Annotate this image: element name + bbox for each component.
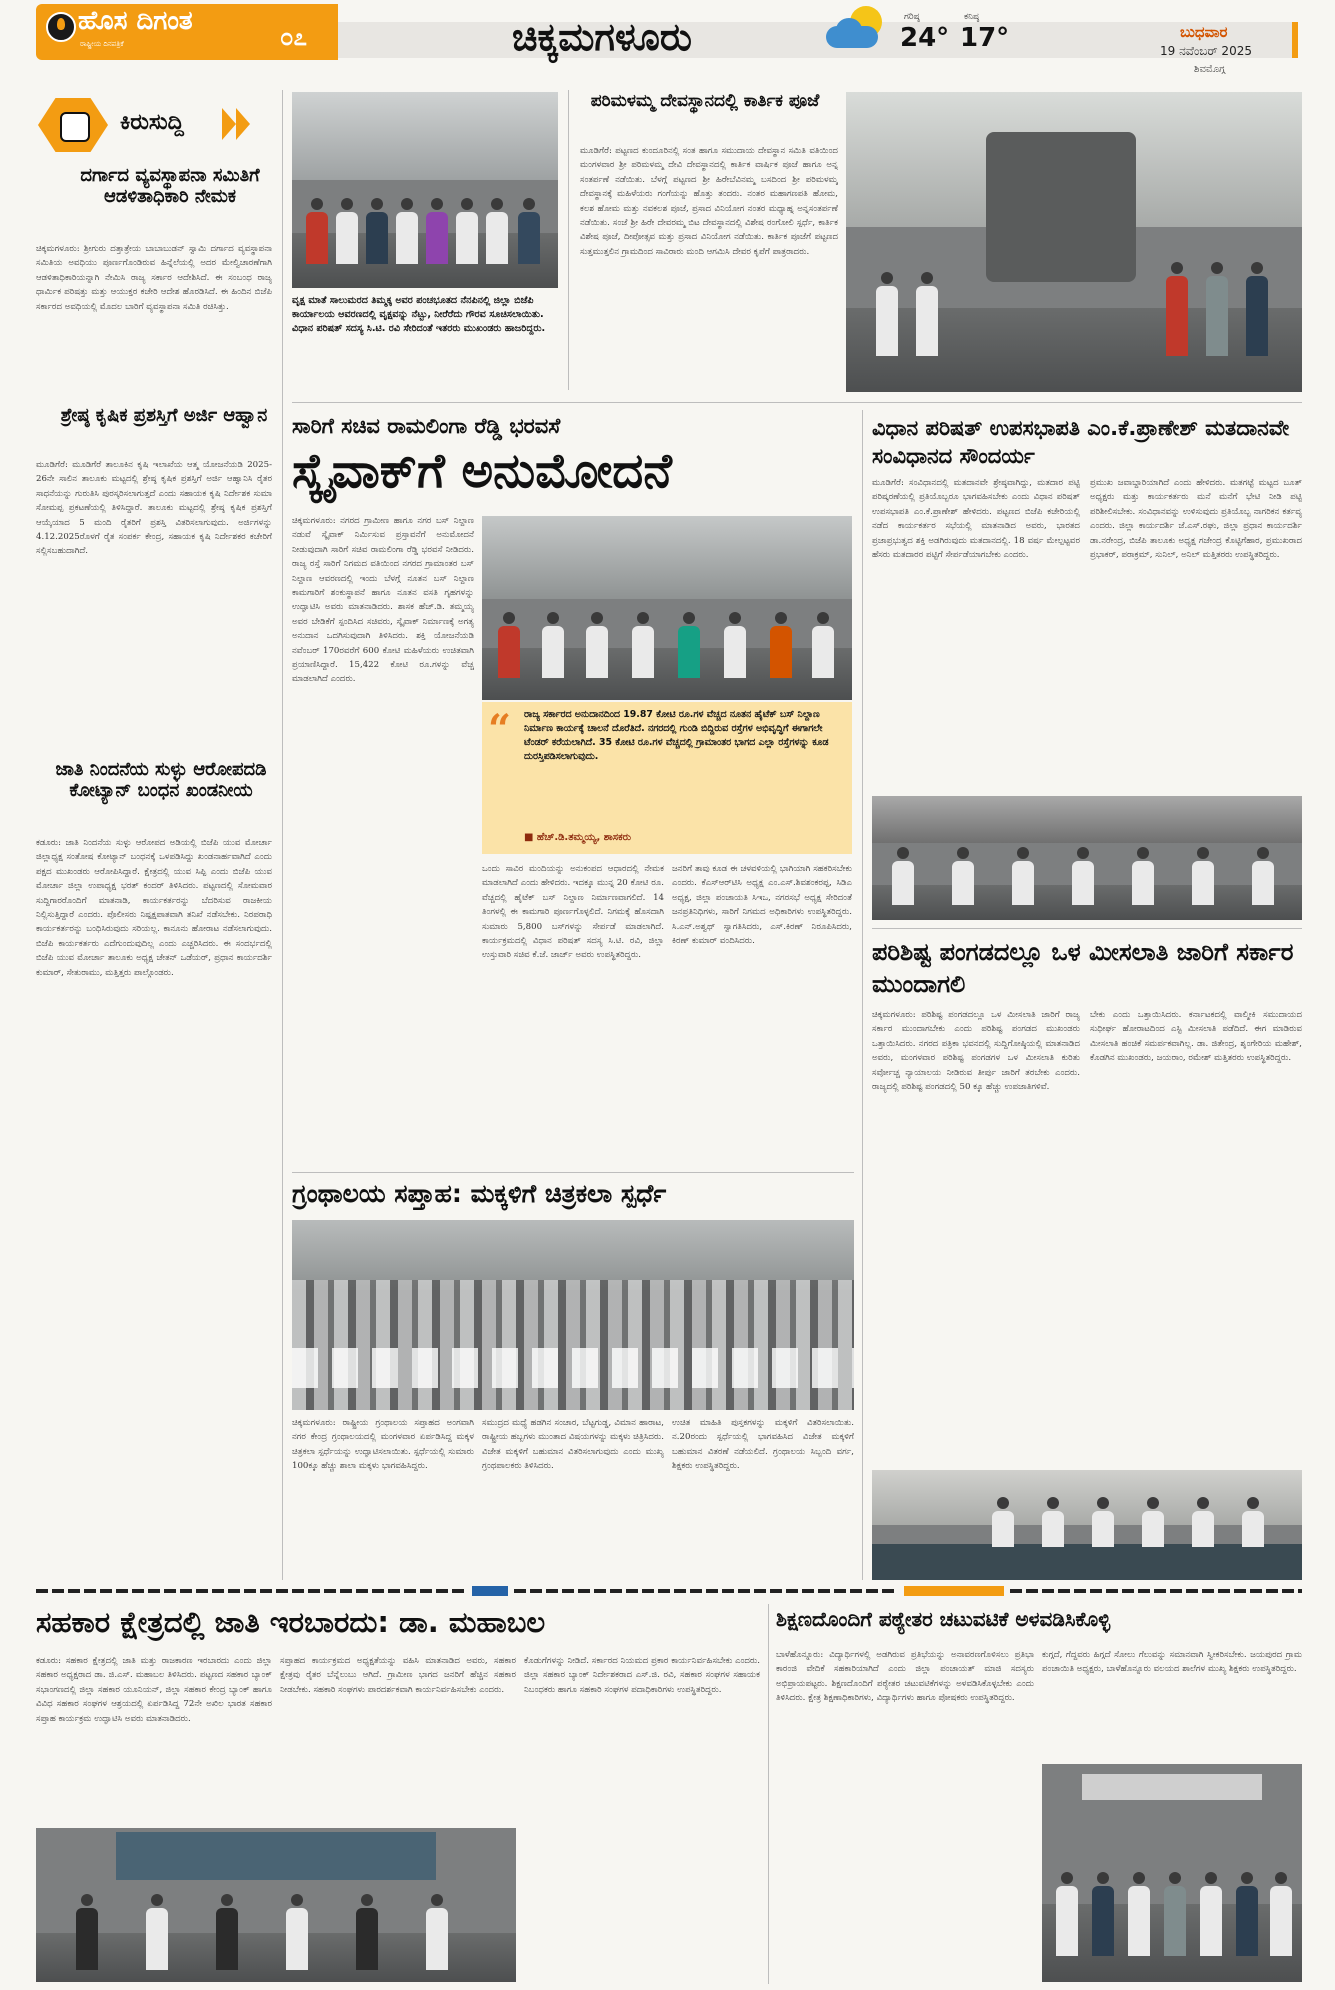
brand-tagline: ರಾಷ್ಟ್ರೀಯ ದಿನಪತ್ರಿಕೆ xyxy=(80,40,124,48)
library-body-2: ಸಮುದ್ರದ ಮಧ್ಯೆ ಹಡಗಿನ ಸಂಚಾರ, ಬೆಟ್ಟಗುಡ್ಡ, ವಿಮಾನ ಹಾರಾಟ, ರಾಷ್ಟ್ರೀಯ ಹಬ್ಬಗಳು ಮುಂತಾದ ವಿಷಯಗಳನ್ನು ಮಕ್ಕಳು ಚಿತ್ರಿಸಿದರು. ವಿಜೇತ ಮಕ್ಕಳಿಗೆ ಬಹುಮಾನ ವಿತರಿಸಲಾಗುವುದು ಎಂದು ಮುಖ್ಯ ಗ್ರಂಥಪಾಲಕರು ತಿಳಿಸಿದರು. xyxy=(482,1418,664,1472)
brand-name: ಹೊಸ ದಿಗಂತ xyxy=(78,6,193,36)
coop-body-1: ಕಡೂರು: ಸಹಕಾರ ಕ್ಷೇತ್ರದಲ್ಲಿ ಜಾತಿ ಮತ್ತು ರಾಜಕಾರಣ ಇರಬಾರದು ಎಂದು ಜಿಲ್ಲಾ ಸಹಕಾರ ಅಧ್ಯಕ್ಷರಾದ ಡಾ. ಜಿ.ಎಸ್. ಮಹಾಬಲ ತಿಳಿಸಿದರು. ಪಟ್ಟಣದ ಸಹಕಾರ ಬ್ಯಾಂಕ್ ಸಭಾಂಗಣದಲ್ಲಿ ಜಿಲ್ಲಾ ಸಹಕಾರ ಯೂನಿಯನ್, ಜಿಲ್ಲಾ ಸಹಕಾರ ಕೇಂದ್ರ ಬ್ಯಾಂಕ್ ಹಾಗೂ ವಿವಿಧ ಸಹಕಾರ ಸಂಘಗಳ ಆಶ್ರಯದಲ್ಲಿ ಏರ್ಪಡಿಸಿದ್ದ 72ನೇ ಅಖಿಲ ಭಾರತ ಸಹಕಾರ ಸಪ್ತಾಹ ಕಾರ್ಯಕ್ರಮ ಉದ್ಘಾಟಿಸಿ ಅವರು ಮಾತನಾಡಿದರು. xyxy=(36,1656,272,1724)
skywalk-inauguration-photo xyxy=(482,516,852,700)
quote-mark-icon: “ xyxy=(488,706,512,753)
bottom-separator xyxy=(36,1586,1302,1596)
pooja-headline: ಪರಿಮಳಮ್ಮ ದೇವಸ್ಥಾನದಲ್ಲಿ ಕಾರ್ತಿಕ ಪೂಜೆ xyxy=(590,91,820,111)
pooja-body: ಮೂಡಿಗೆರೆ: ಪಟ್ಟಣದ ಕುಂದೂರಿನಲ್ಲಿ ಸಂತ ಹಾಗೂ ಸಮುದಾಯ ದೇವಸ್ಥಾನ ಸಮಿತಿ ವತಿಯಿಂದ ಮಂಗಳವಾರ ಶ್ರೀ ಪರಿಮಳಮ್ಮ ದೇವಿ ದೇವಸ್ಥಾನದಲ್ಲಿ ಕಾರ್ತಿಕ ವಾರ್ಷಿಕ ಪೂಜೆ ಹಾಗೂ ಅನ್ನ ಸಂತರ್ಪಣೆ ನಡೆಯಿತು. ಬೆಳಗ್ಗೆ ಪಟ್ಟಣದ ಶ್ರೀ ಹಿರೇಬೆವಿನಮ್ಮ ಬಸದಿಂದ ಶ್ರೀ ಪರಿಮಳಮ್ಮ ದೇವಸ್ಥಾನಕ್ಕೆ ಮಹಿಳೆಯರು ಗಂಗೆಯನ್ನು ಹೊತ್ತು ತಂದರು. ನಂತರ ಮಹಾಗಣಪತಿ ಹೋಮ, ಕಲಶ ಹೋಮ ಮತ್ತು ನವಕಲಶ ಪೂಜೆ, ಪ್ರಸಾದ ವಿನಿಯೋಗ ನಂತರ ಮಧ್ಯಾಹ್ನ ಅನ್ನಸಂತರ್ಪಣೆ ನಡೆಯಿತು. ಸಂಜೆ ಶ್ರೀ ಹಿರೇ ದೇವರಮ್ಮ ಬಿಟ ದೇವಸ್ಥಾನದಲ್ಲಿ ವಿಶೇಷ ರಂಗೋಲಿ ಸ್ಪರ್ಧೆ, ಕಾರ್ತಿಕ ವಿಶೇಷ ಪೂಜೆ, ದೀಪೋತ್ಸವ ಮತ್ತು ಪ್ರಸಾದ ವಿನಿಯೋಗ ನಡೆಯಿತು. ಕಾರ್ತಿಕ ಪೂಜೆಗೆ ಪಟ್ಟಣದ ಸುತ್ತಮುತ್ತಲಿನ ಗ್ರಾಮದಿಂದ ಸಾವಿರಾರು ಮಂದಿ ಆಗಮಿಸಿ ದೇವರ ಕೃಪೆಗೆ ಪಾತ್ರರಾದರು. xyxy=(580,146,838,257)
lamp-logo-icon xyxy=(46,12,76,42)
weather-cloud-icon xyxy=(822,6,888,56)
education-headline: ಶಿಕ್ಷಣದೊಂದಿಗೆ ಪಠ್ಯೇತರ ಚಟುವಟಿಕೆ ಅಳವಡಿಸಿಕೊಳ್ಳಿ xyxy=(776,1607,1111,1631)
coop-headline: ಸಹಕಾರ ಕ್ಷೇತ್ರದಲ್ಲಿ ಜಾತಿ ಇರಬಾರದು: ಡಾ. ಮಹಾಬಲ xyxy=(36,1605,546,1639)
kirusuddi-label: ಕಿರುಸುದ್ದಿ xyxy=(120,110,184,135)
left-body-3: ಕಡೂರು: ಜಾತಿ ನಿಂದನೆಯ ಸುಳ್ಳು ಆರೋಪದ ಅಡಿಯಲ್ಲಿ ಬಿಜೆಪಿ ಯುವ ಮೋರ್ಚಾ ಜಿಲ್ಲಾಧ್ಯಕ್ಷ ಸಂತೋಷ ಕೋಟ್ಯಾನ್ ಬಂಧನಕ್ಕೆ ಒಳಪಡಿಸಿದ್ದು ಖಂಡನಾರ್ಹವಾಗಿದೆ ಎಂದು ಪಕ್ಷದ ಮುಖಂಡರು ಆರೋಪಿಸಿದ್ದಾರೆ. ಕ್ಷೇತ್ರದಲ್ಲಿ ಯುವ ಸಿಪ್ಪಿ ಎಂದು ಬಿಜೆಪಿ ಯುವ ಮೋರ್ಚಾ ಜಿಲ್ಲಾ ಉಪಾಧ್ಯಕ್ಷ ಭರತ್ ಕಂದರ್ ತಿಳಿಸಿದರು. ಪಟ್ಟಣದಲ್ಲಿ ಸೋಮವಾರ ಸುದ್ದಿಗಾರರೊಂದಿಗೆ ಮಾತನಾಡಿ, ಕಾರ್ಯಕರ್ತರನ್ನು ಬೆದರಿಸುವ ರಾಜಕೀಯ ನಿಲ್ಲಿಸುತ್ತಿದ್ದಾರೆ ಎಂದರು. ಪೊಲೀಸರು ನಿಷ್ಪಕ್ಷಪಾತವಾಗಿ ತನಿಖೆ ನಡೆಸಬೇಕು. ನಿರಪರಾಧಿ ಕಾರ್ಯಕರ್ತರನ್ನು ಬಂಧಿಸಿರುವುದು ಸರಿಯಲ್ಲ. ಕಾನೂನು ಹೋರಾಟ ನಡೆಸಲಾಗುವುದು. ಬಿಜೆಪಿ ಕಾರ್ಯಕರ್ತರು ಎದೆಗುಂದುವುದಿಲ್ಲ ಎಂದು ಎಚ್ಚರಿಸಿದರು. ಈ ಸಂದರ್ಭದಲ್ಲಿ ಬಿಜೆಪಿ ಯುವ ಮೋರ್ಚಾ ತಾಲೂಕು ಅಧ್ಯಕ್ಷ ಚೇತನ್ ಒಡೆಯರ್, ಪ್ರಧಾನ ಕಾರ್ಯದರ್ಶಿ ಕುಮಾರ್, ಸೇತುರಾಮು, ಮತ್ತಿತ್ತರು ಪಾಲ್ಗೊಂಡರು. xyxy=(36,838,272,978)
brand-block xyxy=(36,4,338,60)
left-headline-2: ಶ್ರೇಷ್ಠ ಕೃಷಿಕ ಪ್ರಶಸ್ತಿಗೆ ಅರ್ಜಿ ಆಹ್ವಾನ xyxy=(60,405,268,426)
page-number: ೦೭ xyxy=(280,23,307,51)
chevrons-icon xyxy=(222,108,256,140)
quote-box xyxy=(482,702,852,854)
library-body-3: ಉಚಿತ ಮಾಹಿತಿ ಪುಸ್ತಕಗಳನ್ನು ಮಕ್ಕಳಿಗೆ ವಿತರಿಸಲಾಯಿತು. ನ.20ರಂದು ಸ್ಪರ್ಧೆಯಲ್ಲಿ ಭಾಗವಹಿಸಿದ ವಿಜೇತ ಮಕ್ಕಳಿಗೆ ಬಹುಮಾನ ವಿತರಣೆ ನಡೆಯಲಿದೆ. ಗ್ರಂಥಾಲಯ ಸಿಬ್ಬಂದಿ ವರ್ಗ, ಶಿಕ್ಷಕರು ಉಪಸ್ಥಿತರಿದ್ದರು. xyxy=(672,1418,854,1472)
day-name: ಬುಧವಾರ xyxy=(1180,23,1228,41)
kirusuddi-badge xyxy=(38,96,256,154)
quote-author: ■ ಹೆಚ್.ಡಿ.ತಮ್ಮಯ್ಯ, ಶಾಸಕರು xyxy=(524,832,632,843)
skywalk-body-1: ಚಿಕ್ಕಮಗಳೂರು: ನಗರದ ಗ್ರಾಮೀಣ ಹಾಗೂ ನಗರ ಬಸ್ ನಿಲ್ದಾಣ ನಡುವೆ ಸ್ಕೈವಾಕ್ ನಿರ್ಮಿಸುವ ಪ್ರಸ್ತಾವನೆಗೆ ಅನುಮೋದನೆ ನೀಡುವುದಾಗಿ ಸಾರಿಗೆ ಸಚಿವ ರಾಮಲಿಂಗಾ ರೆಡ್ಡಿ ಭರವಸೆ ನೀಡಿದರು. ರಾಜ್ಯ ರಸ್ತೆ ಸಾರಿಗೆ ನಿಗಮದ ವತಿಯಿಂದ ನಗರದ ಗ್ರಾಮಾಂತರ ಬಸ್ ನಿಲ್ದಾಣ ಆವರಣದಲ್ಲಿ ಇಂದು ಬೆಳಗ್ಗೆ ನೂತನ ಬಸ್ ನಿಲ್ದಾಣ ಕಾಮಗಾರಿಗೆ ಶಂಕುಸ್ಥಾಪನೆ ಹಾಗೂ ನೂತನ ವಸತಿ ಗೃಹಗಳನ್ನು ಉದ್ಘಾಟಿಸಿ ಅವರು ಮಾತನಾಡಿದರು. ಶಾಸಕ ಹೆಚ್.ಡಿ. ತಮ್ಮಯ್ಯ ಅವರ ಬೇಡಿಕೆಗೆ ಸ್ಪಂದಿಸಿದ ಸಚಿವರು, ಸ್ಕೈವಾಕ್ ನಿರ್ಮಾಣಕ್ಕೆ ಅಗತ್ಯ ಅನುದಾನ ಒದಗಿಸುವುದಾಗಿ ತಿಳಿಸಿದರು. ಶಕ್ತಿ ಯೋಜನೆಯಡಿ ನವೆಂಬರ್ 170ರವರೆಗೆ 600 ಕೋಟಿ ಮಹಿಳೆಯರು ಉಚಿತವಾಗಿ ಪ್ರಯಾಣಿಸಿದ್ದಾರೆ. 15,422 ಕೋಟಿ ರೂ.ಗಳನ್ನು ವೆಚ್ಚ ಮಾಡಲಾಗಿದೆ ಎಂದರು. xyxy=(292,516,474,685)
hand-pointing-icon xyxy=(38,98,108,152)
library-body-1: ಚಿಕ್ಕಮಗಳೂರು: ರಾಷ್ಟ್ರೀಯ ಗ್ರಂಥಾಲಯ ಸಪ್ತಾಹದ ಅಂಗವಾಗಿ ನಗರ ಕೇಂದ್ರ ಗ್ರಂಥಾಲಯದಲ್ಲಿ ಮಂಗಳವಾರ ಏರ್ಪಡಿಸಿದ್ದ ಮಕ್ಕಳ ಚಿತ್ರಕಲಾ ಸ್ಪರ್ಧೆಯನ್ನು ಉದ್ಘಾಟಿಸಲಾಯಿತು. ಸ್ಪರ್ಧೆಯಲ್ಲಿ ಸುಮಾರು 100ಕ್ಕೂ ಹೆಚ್ಚು ಶಾಲಾ ಮಕ್ಕಳು ಭಾಗವಹಿಸಿದ್ದರು. xyxy=(292,1418,474,1472)
coop-felicitation-photo xyxy=(36,1828,516,1982)
education-body-2: ಕುಗ್ಗದೆ, ಗೆದ್ದವರು ಹಿಗ್ಗದೆ ಸೋಲು ಗೆಲುವನ್ನು ಸಮಾನವಾಗಿ ಸ್ವೀಕರಿಸಬೇಕು. ಜಯಪುರದ ಗ್ರಾಮ ಪಂಚಾಯಿತಿ ಅಧ್ಯಕ್ಷರು, ಬಾಳೆಹೊನ್ನೂರು ವಲಯದ ಶಾಲೆಗಳ ಮುಖ್ಯ ಶಿಕ್ಷಕರು ಉಪಸ್ಥಿತರಿದ್ದರು. xyxy=(1042,1650,1302,1675)
masthead-bar xyxy=(338,22,1298,58)
skywalk-headline: ಸ್ಕೈವಾಕ್‌ಗೆ ಅನುಮೋದನೆ xyxy=(292,443,672,499)
left-body-2: ಮೂಡಿಗೆರೆ: ಮೂಡಿಗೆರೆ ತಾಲೂಕಿನ ಕೃಷಿ ಇಲಾಖೆಯ ಆತ್ಮ ಯೋಜನೆಯಡಿ 2025-26ನೇ ಸಾಲಿನ ತಾಲೂಕು ಮಟ್ಟದಲ್ಲಿ ಶ್ರೇಷ್ಠ ಕೃಷಿಕ ಪ್ರಶಸ್ತಿಗೆ ಅರ್ಜಿ ಆಹ್ವಾನಿಸಿ ರೈತರ ಸಾಧನೆಯನ್ನು ಗುರುತಿಸಿ ಪುರಸ್ಕರಿಸಲಾಗುತ್ತದೆ ಎಂದು ಸಹಾಯಕ ಕೃಷಿ ನಿರ್ದೇಶಕ ಸುಮಾ ಸೋಮಪ್ಪ ಪ್ರಕಟಣೆಯಲ್ಲಿ ತಿಳಿಸಿದ್ದಾರೆ. ತಾಲೂಕು ಮಟ್ಟದಲ್ಲಿ ಶ್ರೇಷ್ಠ ಕೃಷಿಕ ಪ್ರಶಸ್ತಿಗೆ ಆಯ್ಕೆಯಾದ 5 ಮಂದಿ ರೈತರಿಗೆ ಪ್ರಶಸ್ತಿ ವಿತರಿಸಲಾಗುವುದು. ಅರ್ಜಿಗಳನ್ನು 4.12.2025ರೊಳಗೆ ರೈತ ಸಂಪರ್ಕ ಕೇಂದ್ರ, ಸಹಾಯಕ ಕೃಷಿ ನಿರ್ದೇಶಕರ ಕಚೇರಿಗೆ ಸಲ್ಲಿಸಬಹುದಾಗಿದೆ. xyxy=(36,460,272,557)
orange-edge xyxy=(1292,22,1298,58)
library-headline: ಗ್ರಂಥಾಲಯ ಸಪ್ತಾಹ: ಮಕ್ಕಳಿಗೆ ಚಿತ್ರಕಲಾ ಸ್ಪರ್ಧೆ xyxy=(292,1179,667,1208)
reservation-body-1: ಚಿಕ್ಕಮಗಳೂರು: ಪರಿಶಿಷ್ಟ ಪಂಗಡದಲ್ಲೂ ಒಳ ಮೀಸಲಾತಿ ಜಾರಿಗೆ ರಾಜ್ಯ ಸರ್ಕಾರ ಮುಂದಾಗಬೇಕು ಎಂದು ಪರಿಶಿಷ್ಟ ಪಂಗಡದ ಮುಖಂಡರು ಒತ್ತಾಯಿಸಿದರು. ನಗರದ ಪತ್ರಿಕಾ ಭವನದಲ್ಲಿ ಸುದ್ದಿಗೋಷ್ಠಿಯಲ್ಲಿ ಮಾತನಾಡಿದ ಅವರು, ಮಂಗಳವಾರ ಪರಿಶಿಷ್ಟ ಪಂಗಡಗಳ ಒಳ ಮೀಸಲಾತಿ ಕುರಿತು ಸರ್ವೋಚ್ಚ ನ್ಯಾಯಾಲಯ ನೀಡಿರುವ ತೀರ್ಪು ಜಾರಿಗೆ ತರಬೇಕು ಎಂದರು. ರಾಜ್ಯದಲ್ಲಿ ಪರಿಶಿಷ್ಟ ಪಂಗಡದಲ್ಲಿ 50 ಕ್ಕೂ ಹೆಚ್ಚು ಉಪಜಾತಿಗಳಿವೆ. xyxy=(872,1010,1080,1093)
council-meeting-photo xyxy=(872,796,1302,920)
issue-date: 19 ನವೆಂಬರ್ 2025 xyxy=(1160,44,1252,58)
skywalk-body-2: ಒಂದು ಸಾವಿರ ಮಂದಿಯನ್ನು ಅನುಕಂಪದ ಆಧಾರದಲ್ಲಿ ನೇಮಕ ಮಾಡಲಾಗಿದೆ ಎಂದು ಹೇಳಿದರು. ಇದಕ್ಕೂ ಮುನ್ನ 20 ಕೋಟಿ ರೂ. ವೆಚ್ಚದಲ್ಲಿ ಹೈಟೆಕ್ ಬಸ್ ನಿಲ್ದಾಣ ನಿರ್ಮಾಣವಾಗಲಿದೆ. 14 ತಿಂಗಳಲ್ಲಿ ಈ ಕಾಮಗಾರಿ ಪೂರ್ಣಗೊಳ್ಳಲಿದೆ. ನಿಗಮಕ್ಕೆ ಹೊಸದಾಗಿ ಸುಮಾರು 5,800 ಬಸ್‌ಗಳನ್ನು ಸೇರ್ಪಡೆ ಮಾಡಲಾಗಿದೆ. ಕಾರ್ಯಕ್ರಮದಲ್ಲಿ ವಿಧಾನ ಪರಿಷತ್ ಸದಸ್ಯ ಸಿ.ಟಿ. ರವಿ, ಜಿಲ್ಲಾ ಉಸ್ತುವಾರಿ ಸಚಿವ ಕೆ.ಜೆ. ಜಾರ್ಜ್ ಅವರು ಉಪಸ್ಥಿತರಿದ್ದರು. xyxy=(482,864,664,961)
education-body-1: ಬಾಳೆಹೊನ್ನೂರು: ವಿದ್ಯಾರ್ಥಿಗಳಲ್ಲಿ ಅಡಗಿರುವ ಪ್ರತಿಭೆಯನ್ನು ಅನಾವರಣಗೊಳಿಸಲು ಪ್ರತಿಭಾ ಕಾರಂಜಿ ವೇದಿಕೆ ಸಹಕಾರಿಯಾಗಿದೆ ಎಂದು ಜಿಲ್ಲಾ ಪಂಚಾಯತ್ ಮಾಜಿ ಸದಸ್ಯರು ಅಭಿಪ್ರಾಯಪಟ್ಟರು. ಶಿಕ್ಷಣದೊಂದಿಗೆ ಪಠ್ಯೇತರ ಚಟುವಟಿಕೆಗಳನ್ನು ಅಳವಡಿಸಿಕೊಳ್ಳಬೇಕು ಎಂದು ತಿಳಿಸಿದರು. ಕ್ಷೇತ್ರ ಶಿಕ್ಷಣಾಧಿಕಾರಿಗಳು, ವಿದ್ಯಾರ್ಥಿಗಳು ಹಾಗೂ ಪೋಷಕರು ಉಪಸ್ಥಿತರಿದ್ದರು. xyxy=(776,1650,1034,1704)
min-temp-label: ಕನಿಷ್ಠ xyxy=(964,12,980,22)
masthead xyxy=(0,0,1335,75)
drawing-competition-photo xyxy=(292,1220,854,1410)
max-temp-label: ಗರಿಷ್ಠ xyxy=(904,12,920,22)
pratibha-karanji-photo xyxy=(1042,1764,1302,1982)
council-body-1: ಮೂಡಿಗೆರೆ: ಸಂವಿಧಾನದಲ್ಲಿ ಮತದಾನವೇ ಶ್ರೇಷ್ಠವಾಗಿದ್ದು, ಮತದಾರ ಪಟ್ಟಿ ಪರಿಷ್ಕರಣೆಯಲ್ಲಿ ಪ್ರತಿಯೊಬ್ಬರೂ ಭಾಗವಹಿಸಬೇಕು ಎಂದು ವಿಧಾನ ಪರಿಷತ್ ಉಪಸಭಾಪತಿ ಎಂ.ಕೆ.ಪ್ರಾಣೇಶ್ ಹೇಳಿದರು. ಪಟ್ಟಣದ ಬಿಜೆಪಿ ಕಚೇರಿಯಲ್ಲಿ ನಡೆದ ಕಾರ್ಯಕರ್ತರ ಸಭೆಯಲ್ಲಿ ಮಾತನಾಡಿದ ಅವರು, ಭಾರತದ ಪ್ರಜಾಪ್ರಭುತ್ವದ ಶಕ್ತಿ ಅಡಗಿರುವುದು ಮತದಾನದಲ್ಲಿ. 18 ವರ್ಷ ಮೇಲ್ಪಟ್ಟವರ ಹೆಸರು ಮತದಾರರ ಪಟ್ಟಿಗೆ ಸೇರ್ಪಡೆಯಾಗಬೇಕು ಎಂದರು. xyxy=(872,478,1080,561)
council-headline: ವಿಧಾನ ಪರಿಷತ್ ಉಪಸಭಾಪತಿ ಎಂ.ಕೆ.ಪ್ರಾಣೇಶ್ ಮತದಾನವೇ ಸಂವಿಧಾನದ ಸೌಂದರ್ಯ xyxy=(872,416,1290,468)
left-body-1: ಚಿಕ್ಕಮಗಳೂರು: ಶ್ರೀಗುರು ದತ್ತಾತ್ರೇಯ ಬಾಬಾಬುಡನ್ ಸ್ವಾಮಿ ದರ್ಗಾದ ವ್ಯವಸ್ಥಾಪನಾ ಸಮಿತಿಯ ಅವಧಿಯು ಪೂರ್ಣಗೊಂಡಿರುವ ಹಿನ್ನೆಲೆಯಲ್ಲಿ ಅದರ ಮೇಲ್ವಿಚಾರಣೆಗಾಗಿ ಆಡಳಿತಾಧಿಕಾರಿಯನ್ನಾಗಿ ನೇಮಿಸಿ ರಾಜ್ಯ ಸರ್ಕಾರ ಆದೇಶಿಸಿದೆ. ಈ ಸಂಬಂಧ ರಾಜ್ಯ ಧಾರ್ಮಿಕ ಪರಿಷತ್ತು ಮತ್ತು ಆಯುಕ್ತರ ಕಚೇರಿ ಆದೇಶ ಹೊರಡಿಸಿದೆ. ಈ ಹಿಂದಿನ ಬಿಜೆಪಿ ಸರ್ಕಾರದ ಅವಧಿಯಲ್ಲಿ ಮೊದಲ ಬಾರಿಗೆ ವ್ಯವಸ್ಥಾಪನಾ ಸಮಿತಿ ರಚಿಸಿತ್ತು. xyxy=(36,244,272,312)
tree-planting-photo xyxy=(292,92,558,288)
quote-text: ರಾಜ್ಯ ಸರ್ಕಾರದ ಅನುದಾನದಿಂದ 19.87 ಕೋಟಿ ರೂ.ಗಳ ವೆಚ್ಚದ ನೂತನ ಹೈಟೆಕ್ ಬಸ್ ನಿಲ್ದಾಣ ನಿರ್ಮಾಣ ಕಾರ್ಯಕ್ಕೆ ಚಾಲನೆ ದೊರೆತಿದೆ. ನಗರದಲ್ಲಿ ಗುಂಡಿ ಬಿದ್ದಿರುವ ರಸ್ತೆಗಳ ಅಭಿವೃದ್ಧಿಗೆ ಈಗಾಗಲೇ ಟೆಂಡರ್ ಕರೆಯಲಾಗಿದೆ. 35 ಕೋಟಿ ರೂ.ಗಳ ವೆಚ್ಚದಲ್ಲಿ ಗ್ರಾಮಾಂತರ ಭಾಗದ ಎಲ್ಲಾ ರಸ್ತೆಗಳನ್ನು ಕೂಡ ದುರಸ್ತಿಪಡಿಸಲಾಗುವುದು. xyxy=(524,709,829,762)
temple-pooja-photo xyxy=(846,92,1302,392)
skywalk-body-3: ಜನರಿಗೆ ತಾವು ಕೂಡ ಈ ಚಳವಳಿಯಲ್ಲಿ ಭಾಗಿಯಾಗಿ ಸಹಕರಿಸಬೇಕು ಎಂದರು. ಕೆಎಸ್‌ಆರ್‌ಟಿಸಿ ಅಧ್ಯಕ್ಷ ಎಂ.ಎಸ್.ಶಿವಶಂಕರಪ್ಪ, ಸಿಡಿಎ ಅಧ್ಯಕ್ಷ, ಜಿಲ್ಲಾ ಪಂಚಾಯತಿ ಸಿಇಒ, ನಗರಸಭೆ ಅಧ್ಯಕ್ಷ ಸೇರಿದಂತೆ ಜನಪ್ರತಿನಿಧಿಗಳು, ಸಾರಿಗೆ ನಿಗಮದ ಅಧಿಕಾರಿಗಳು ಉಪಸ್ಥಿತರಿದ್ದರು. ಸಿ.ಎನ್.ಅಶ್ವಥ್ ಸ್ವಾಗತಿಸಿದರು, ಎಸ್.ಕಿರಣ್ ನಿರೂಪಿಸಿದರು, ಕಿರಣ್ ಕುಮಾರ್ ವಂದಿಸಿದರು. xyxy=(672,864,852,947)
reservation-headline: ಪರಿಶಿಷ್ಟ ಪಂಗಡದಲ್ಲೂ ಒಳ ಮೀಸಲಾತಿ ಜಾರಿಗೆ ಸರ್ಕಾರ ಮುಂದಾಗಲಿ xyxy=(872,938,1294,998)
min-temp: 17° xyxy=(960,23,1010,53)
max-temp: 24° xyxy=(900,23,950,53)
edition-name: ಶಿವಮೊಗ್ಗ xyxy=(1194,64,1226,75)
skywalk-kicker: ಸಾರಿಗೆ ಸಚಿವ ರಾಮಲಿಂಗಾ ರೆಡ್ಡಿ ಭರವಸೆ xyxy=(292,414,561,438)
left-headline-3: ಜಾತಿ ನಿಂದನೆಯ ಸುಳ್ಳು ಆರೋಪದಡಿ ಕೋಟ್ಯಾನ್ ಬಂಧನ ಖಂಡನೀಯ xyxy=(55,759,267,801)
reservation-body-2: ಬೇಕು ಎಂದು ಒತ್ತಾಯಿಸಿದರು. ಕರ್ನಾಟಕದಲ್ಲಿ ವಾಲ್ಮೀಕಿ ಸಮುದಾಯದ ಸುಧೀರ್ಘ ಹೋರಾಟದಿಂದ ಎಸ್ಟಿ ಮೀಸಲಾತಿ ಪಡೆದಿದೆ. ಈಗ ಮಾಡಿರುವ ಮೀಸಲಾತಿ ಹಂಚಿಕೆ ಸಮರ್ಪಕವಾಗಿಲ್ಲ. ಡಾ. ಜಿತೇಂದ್ರ, ಶೃಂಗೇರಿಯ ಮಹೇಶ್, ಕೊಡಗಿನ ಮುಖಂಡರು, ಜಯರಾಂ, ರಮೇಶ್ ಮತ್ತಿತರರು ಉಪಸ್ಥಿತರಿದ್ದರು. xyxy=(1090,1010,1302,1064)
council-body-2: ಪ್ರಮುಖ ಜವಾಬ್ದಾರಿಯಾಗಿದೆ ಎಂದು ಹೇಳಿದರು. ಮತಗಟ್ಟೆ ಮಟ್ಟದ ಬೂತ್ ಅಧ್ಯಕ್ಷರು ಮತ್ತು ಕಾರ್ಯಕರ್ತರು ಮನೆ ಮನೆಗೆ ಭೇಟಿ ನೀಡಿ ಪಟ್ಟಿ ಪರಿಶೀಲಿಸಬೇಕು. ಸಂವಿಧಾನವನ್ನು ಉಳಿಸುವುದು ಪ್ರತಿಯೊಬ್ಬ ನಾಗರಿಕನ ಕರ್ತವ್ಯ ಎಂದರು. ಜಿಲ್ಲಾ ಕಾರ್ಯದರ್ಶಿ ಜೆ.ಎಸ್.ರಘು, ಜಿಲ್ಲಾ ಪ್ರಧಾನ ಕಾರ್ಯದರ್ಶಿ ಡಾ.ನರೇಂದ್ರ, ಬಿಜೆಪಿ ತಾಲೂಕು ಅಧ್ಯಕ್ಷ ಗಜೇಂದ್ರ ಕೊಟ್ಟಿಗೆಹಾರ, ಪ್ರಮುಖರಾದ ಪ್ರಭಾಕರ್, ಪರಾಕ್ರಮ್, ಸುನಿಲ್, ಅನಿಲ್ ಮತ್ತಿತರರು ಉಪಸ್ಥಿತರಿದ್ದರು. xyxy=(1090,478,1302,561)
reservation-press-photo xyxy=(872,1470,1302,1580)
tree-planting-caption: ವೃಕ್ಷ ಮಾತೆ ಸಾಲುಮರದ ತಿಮ್ಮಕ್ಕ ಅವರ ಪಂಚಭೂತದ ನೆನಪಿನಲ್ಲಿ ಜಿಲ್ಲಾ ಬಿಜೆಪಿ ಕಾರ್ಯಾಲಯ ಆವರಣದಲ್ಲಿ ವೃಕ್ಷವನ್ನು ನೆಟ್ಟು, ನೀರೆರೆದು ಗೌರವ ಸೂಚಿಸಲಾಯಿತು. ವಿಧಾನ ಪರಿಷತ್ ಸದಸ್ಯ ಸಿ.ಟಿ. ರವಿ ಸೇರಿದಂತೆ ಇತರರು ಮುಖಂಡರು ಹಾಜರಿದ್ದರು. xyxy=(292,295,546,334)
coop-body-2: ಸಪ್ತಾಹದ ಕಾರ್ಯಕ್ರಮದ ಅಧ್ಯಕ್ಷತೆಯನ್ನು ವಹಿಸಿ ಮಾತನಾಡಿದ ಅವರು, ಸಹಕಾರ ಕ್ಷೇತ್ರವು ರೈತರ ಬೆನ್ನೆಲುಬು ಆಗಿದೆ. ಗ್ರಾಮೀಣ ಭಾಗದ ಜನರಿಗೆ ಹೆಚ್ಚಿನ ಸಹಕಾರ ನೀಡಬೇಕು. ಸಹಕಾರಿ ಸಂಘಗಳು ಪಾರದರ್ಶಕವಾಗಿ ಕಾರ್ಯನಿರ್ವಹಿಸಬೇಕು ಎಂದರು. xyxy=(280,1656,516,1695)
coop-body-3: ಕೊಡುಗೆಗಳನ್ನು ನೀಡಿದೆ. ಸರ್ಕಾರದ ನಿಯಮದ ಪ್ರಕಾರ ಕಾರ್ಯನಿರ್ವಹಿಸಬೇಕು ಎಂದರು. ಜಿಲ್ಲಾ ಸಹಕಾರ ಬ್ಯಾಂಕ್ ನಿರ್ದೇಶಕರಾದ ಎಸ್.ಜಿ. ರವಿ, ಸಹಕಾರ ಸಂಘಗಳ ಸಹಾಯಕ ನಿಬಂಧಕರು ಹಾಗೂ ಸಹಕಾರಿ ಸಂಘಗಳ ಪದಾಧಿಕಾರಿಗಳು ಉಪಸ್ಥಿತರಿದ್ದರು. xyxy=(524,1656,760,1695)
left-headline-1: ದರ್ಗಾದ ವ್ಯವಸ್ಥಾಪನಾ ಸಮಿತಿಗೆ ಆಡಳಿತಾಧಿಕಾರಿ ನೇಮಕ xyxy=(80,165,260,207)
city-title: ಚಿಕ್ಕಮಗಳೂರು xyxy=(512,15,693,59)
